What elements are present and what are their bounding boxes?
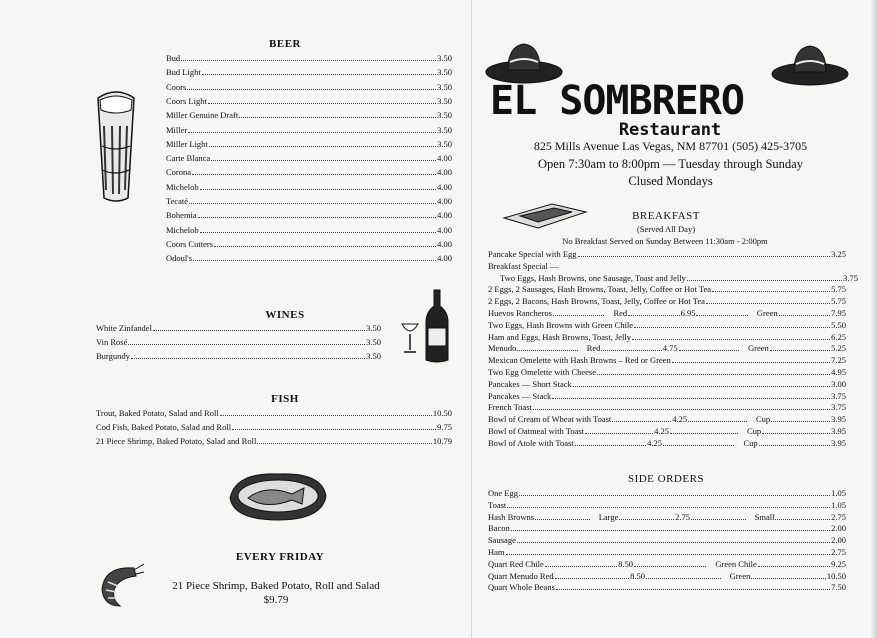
menu-item-name: Quart Menudo Red bbox=[488, 570, 554, 581]
closed-days: Clused Mondays bbox=[628, 174, 713, 188]
dot-leader bbox=[209, 146, 436, 147]
breakfast-plate-icon bbox=[502, 200, 588, 230]
menu-item-price: 2.00 bbox=[831, 523, 846, 534]
side-orders-heading: SIDE ORDERS bbox=[627, 473, 705, 485]
dot-leader bbox=[628, 315, 679, 316]
dot-leader bbox=[555, 578, 630, 579]
menu-item-name: Bohemia bbox=[166, 210, 197, 221]
dot-leader bbox=[188, 132, 436, 133]
option-label: Green bbox=[756, 308, 778, 318]
menu-item-price: 3.75 bbox=[831, 390, 846, 401]
dot-leader bbox=[759, 445, 830, 446]
menu-item-price: 3.50 bbox=[437, 53, 452, 63]
menu-item bbox=[96, 350, 381, 364]
menu-item-price: 5.75 bbox=[831, 296, 846, 307]
menu-item bbox=[166, 95, 452, 109]
menu-item-name: Miller bbox=[166, 124, 188, 135]
dot-leader bbox=[211, 160, 436, 161]
dot-leader bbox=[775, 519, 830, 520]
menu-item-name: Two Eggs, Hash Browns, one Sausage, Toast and Jelly bbox=[500, 272, 686, 283]
menu-item bbox=[166, 152, 452, 166]
dot-leader bbox=[517, 542, 830, 543]
menu-item bbox=[166, 81, 452, 95]
dot-leader bbox=[770, 350, 830, 351]
menu-item-name: Bud bbox=[166, 53, 181, 63]
dot-leader bbox=[257, 443, 432, 444]
option-label: Red bbox=[586, 343, 601, 354]
menu-item-price: 4.00 bbox=[437, 181, 452, 192]
menu-item-name: Tecaté bbox=[166, 196, 189, 206]
menu-item bbox=[166, 124, 452, 138]
dot-leader bbox=[552, 398, 830, 399]
option-price: 4.75 bbox=[662, 343, 678, 354]
dot-leader bbox=[575, 445, 646, 446]
dot-leader bbox=[519, 495, 830, 496]
menu-item-name: White Zinfandel bbox=[96, 323, 152, 333]
restaurant-title: EL SOMBRERO bbox=[490, 78, 744, 124]
menu-item bbox=[166, 166, 452, 180]
dot-leader bbox=[619, 519, 674, 520]
menu-item bbox=[96, 421, 452, 435]
dot-leader bbox=[687, 280, 842, 281]
menu-item-price: 6.25 bbox=[831, 331, 846, 342]
dot-leader bbox=[198, 217, 436, 218]
dot-leader bbox=[208, 103, 436, 104]
menu-item bbox=[96, 322, 381, 336]
menu-item bbox=[166, 252, 452, 266]
dot-leader bbox=[706, 303, 830, 304]
menu-item-price: 3.25 bbox=[831, 249, 846, 259]
dot-leader bbox=[517, 350, 577, 351]
dot-leader bbox=[578, 256, 831, 257]
menu-item bbox=[166, 66, 452, 80]
menu-item-name: 2 Eggs, 2 Sausages, Hash Browns, Toast, Jelly, Coffee or Hot Tea bbox=[488, 284, 712, 295]
option-label: Large bbox=[598, 511, 619, 522]
dot-leader bbox=[691, 519, 746, 520]
dot-leader bbox=[511, 530, 830, 531]
menu-item-name: Hash Browns bbox=[488, 511, 535, 522]
menu-item-name: Burgundy bbox=[96, 351, 130, 361]
dot-leader bbox=[585, 433, 653, 434]
menu-item-price: 3.50 bbox=[437, 138, 452, 149]
dot-leader bbox=[220, 415, 432, 416]
menu-item bbox=[96, 435, 452, 449]
menu-item bbox=[166, 224, 452, 238]
option-label: Green bbox=[748, 343, 769, 354]
menu-item-name: Mexican Omelette with Hash Browns – Red or Green bbox=[488, 355, 671, 366]
dot-leader bbox=[573, 386, 830, 387]
dot-leader bbox=[751, 578, 826, 579]
dot-leader bbox=[200, 232, 437, 233]
menu-item-price: 9.25 bbox=[831, 558, 846, 569]
menu-item-name: Michelob bbox=[166, 181, 199, 192]
menu-item-name: Bowl of Atole with Toast bbox=[488, 437, 574, 448]
friday-price: $9.79 bbox=[263, 594, 289, 606]
menu-item-price: 3.50 bbox=[366, 337, 381, 347]
dot-leader bbox=[187, 89, 436, 90]
fish-plate-icon bbox=[226, 468, 330, 524]
menu-item-name: 21 Piece Shrimp, Baked Potato, Salad and Roll bbox=[96, 436, 257, 446]
dot-leader bbox=[553, 315, 604, 316]
menu-item-price: 4.00 bbox=[437, 167, 452, 178]
friday-heading: EVERY FRIDAY bbox=[235, 551, 325, 563]
menu-item-price: 7.25 bbox=[831, 355, 846, 366]
option-price: 2.75 bbox=[675, 511, 690, 522]
menu-item bbox=[166, 138, 452, 152]
dot-leader bbox=[679, 350, 739, 351]
dot-leader bbox=[601, 350, 661, 351]
wines-heading: WINES bbox=[265, 309, 305, 321]
menu-item-price: 4.00 bbox=[437, 224, 452, 235]
menu-item-name: Quart Red Chile bbox=[488, 558, 544, 569]
dot-leader bbox=[612, 421, 671, 422]
menu-item-name: One Egg bbox=[488, 488, 518, 498]
dot-leader bbox=[153, 330, 365, 331]
breakfast-served: (Served All Day) bbox=[636, 224, 696, 234]
menu-item-price: 7.50 bbox=[831, 582, 846, 593]
dot-leader bbox=[200, 189, 437, 190]
menu-item-name: Bacon bbox=[488, 523, 510, 534]
menu-item-name: Coors Light bbox=[166, 95, 207, 106]
dot-leader bbox=[779, 315, 830, 316]
menu-item-price: 2.75 bbox=[831, 547, 846, 557]
breakfast-heading: BREAKFAST bbox=[632, 210, 700, 222]
dot-leader bbox=[688, 421, 747, 422]
dot-leader bbox=[646, 578, 721, 579]
dot-leader bbox=[535, 519, 590, 520]
dot-leader bbox=[634, 327, 830, 328]
menu-item-price: 9.75 bbox=[437, 422, 452, 432]
dot-leader bbox=[712, 291, 830, 292]
menu-item-price: 4.95 bbox=[831, 367, 846, 377]
menu-item-name: Odoul's bbox=[166, 253, 193, 264]
menu-item-price: 7.95 bbox=[831, 308, 847, 318]
menu-item-price: 2.75 bbox=[831, 511, 846, 522]
menu-item-price: 4.00 bbox=[437, 253, 452, 264]
dot-leader bbox=[128, 344, 365, 345]
menu-item-name: Ham and Eggs, Hash Browns, Toast, Jelly bbox=[488, 331, 632, 342]
menu-item-name: Ham bbox=[488, 547, 505, 557]
menu-item bbox=[96, 407, 452, 421]
menu-item-name: Quart Whole Beans bbox=[488, 582, 555, 593]
dot-leader bbox=[663, 445, 734, 446]
option-label: Cup bbox=[743, 437, 758, 448]
menu-item-price: 3.95 bbox=[831, 437, 846, 448]
option-label: Green Chile bbox=[715, 558, 757, 569]
breakfast-note: No Breakfast Served on Sunday Between 11:30am - 2:00pm bbox=[562, 236, 768, 246]
page-fold bbox=[471, 0, 472, 638]
dot-leader bbox=[181, 60, 436, 61]
dot-leader bbox=[670, 433, 738, 434]
menu-item bbox=[96, 336, 381, 350]
menu-item-price: 1.05 bbox=[831, 499, 846, 510]
menu-item-name: Menudo bbox=[488, 343, 517, 354]
menu-item-name: Two Egg Omelette with Cheese bbox=[488, 367, 596, 377]
menu-item-price: 10.50 bbox=[826, 570, 846, 581]
dot-leader bbox=[597, 374, 830, 375]
dot-leader bbox=[192, 174, 436, 175]
menu-item bbox=[166, 109, 452, 123]
menu-item-name: Bowl of Cream of Wheat with Toast bbox=[488, 414, 612, 425]
beer-heading: BEER bbox=[269, 38, 301, 50]
menu-item-name: French Toast bbox=[488, 402, 532, 413]
menu-item-name: Bowl of Oatmeal with Toast bbox=[488, 426, 585, 436]
menu-item bbox=[488, 437, 846, 451]
menu-item-price: 4.00 bbox=[437, 153, 452, 164]
menu-item-price: 5.50 bbox=[831, 319, 846, 330]
option-price: 4.25 bbox=[647, 437, 663, 448]
menu-item-price: 3.50 bbox=[366, 351, 381, 361]
dot-leader bbox=[507, 507, 830, 508]
menu-item-name: Pancakes — Stack bbox=[488, 390, 552, 401]
menu-item-price: 3.50 bbox=[437, 67, 452, 78]
menu-item-name: Two Eggs, Hash Browns with Green Chile bbox=[488, 319, 634, 330]
beer-glass-icon bbox=[94, 86, 138, 206]
menu-item-name: Toast bbox=[488, 499, 507, 510]
menu-item-price: 3.75 bbox=[843, 272, 858, 283]
menu-item-name: 2 Eggs, 2 Bacons, Hash Browns, Toast, Jelly, Coffee or Hot Tea bbox=[488, 296, 705, 307]
menu-item bbox=[166, 195, 452, 209]
menu-item-name: Pancake Special with Egg bbox=[488, 249, 577, 259]
menu-item-price: 3.00 bbox=[831, 378, 846, 389]
menu-item-name: Michelob bbox=[166, 224, 199, 235]
menu-item-price: 3.50 bbox=[366, 323, 381, 333]
option-label: Green bbox=[729, 570, 751, 581]
shrimp-icon bbox=[94, 560, 146, 612]
menu-item-price: 10.79 bbox=[432, 436, 452, 446]
menu-item-price: 3.50 bbox=[437, 95, 452, 106]
page-edge-shadow bbox=[870, 0, 878, 638]
menu-item-price: 4.00 bbox=[437, 196, 452, 206]
menu-item-name: Corona bbox=[166, 167, 192, 178]
menu-item-name: Coors Cutters bbox=[166, 238, 213, 249]
menu-item-name: Breakfast Special — bbox=[488, 260, 559, 271]
menu-item-name: Vin Rosé bbox=[96, 337, 128, 347]
menu-item-price: 3.95 bbox=[831, 426, 847, 436]
menu-item-name: Trout, Baked Potato, Salad and Roll bbox=[96, 408, 219, 418]
menu-item-price: 3.50 bbox=[437, 124, 452, 135]
dot-leader bbox=[189, 203, 436, 204]
dot-leader bbox=[634, 566, 706, 567]
menu-item-price: 10.50 bbox=[432, 408, 452, 418]
dot-leader bbox=[556, 589, 830, 590]
dot-leader bbox=[771, 421, 830, 422]
dot-leader bbox=[632, 339, 830, 340]
dot-leader bbox=[239, 117, 436, 118]
menu-item-price: 2.00 bbox=[831, 535, 846, 546]
menu-item bbox=[166, 52, 452, 66]
menu-item bbox=[166, 209, 452, 223]
dot-leader bbox=[202, 74, 436, 75]
menu-item bbox=[488, 581, 846, 595]
menu-item-price: 5.25 bbox=[831, 343, 846, 354]
option-label: Cup bbox=[746, 426, 762, 436]
dot-leader bbox=[696, 315, 747, 316]
menu-item-price: 5.75 bbox=[831, 284, 846, 295]
dot-leader bbox=[214, 246, 436, 247]
hours: Open 7:30am to 8:00pm — Tuesday through Sunday bbox=[538, 157, 803, 171]
menu-item-price: 4.00 bbox=[437, 238, 452, 249]
dot-leader bbox=[758, 566, 830, 567]
menu-item-name: Cod Fish, Baked Potato, Salad and Roll bbox=[96, 422, 232, 432]
menu-item-price: 3.50 bbox=[437, 110, 452, 121]
option-label: Cup bbox=[756, 414, 771, 425]
option-price: 8.50 bbox=[618, 558, 633, 569]
menu-item-name: Miller Genuine Draft bbox=[166, 110, 239, 121]
address: 825 Mills Avenue Las Vegas, NM 87701 (505) 425-3705 bbox=[533, 139, 808, 153]
menu-item-name: Miller Light bbox=[166, 138, 208, 149]
option-price: 4.25 bbox=[654, 426, 669, 436]
menu-item bbox=[166, 181, 452, 195]
menu-item-name: Sausage bbox=[488, 535, 516, 546]
dot-leader bbox=[762, 433, 830, 434]
restaurant-subtitle: Restaurant bbox=[618, 120, 722, 140]
dot-leader bbox=[545, 566, 617, 567]
dot-leader bbox=[672, 362, 830, 363]
fish-heading: FISH bbox=[271, 393, 299, 405]
option-price: 6.95 bbox=[680, 308, 696, 318]
menu-item-name: Huevos Rancheros bbox=[488, 308, 552, 318]
option-price: 4.25 bbox=[672, 414, 688, 425]
menu-item-price: 3.50 bbox=[437, 81, 452, 92]
menu-item bbox=[166, 238, 452, 252]
menu-item-name: Bud Light bbox=[166, 67, 201, 78]
friday-special: 21 Piece Shrimp, Baked Potato, Roll and Salad bbox=[172, 580, 380, 592]
menu-item-name: Coors bbox=[166, 81, 187, 92]
menu-item-price: 4.00 bbox=[437, 210, 452, 221]
dot-leader bbox=[131, 358, 365, 359]
dot-leader bbox=[533, 409, 830, 410]
menu-item-price: 3.95 bbox=[831, 414, 846, 425]
option-label: Small bbox=[754, 511, 775, 522]
dot-leader bbox=[193, 260, 436, 261]
menu-item-name: Carte Blanca bbox=[166, 153, 211, 164]
wine-bottle-icon bbox=[398, 288, 452, 364]
option-label: Red bbox=[613, 308, 628, 318]
option-price: 8.50 bbox=[630, 570, 646, 581]
menu-item-name: Pancakes — Short Stack bbox=[488, 378, 572, 389]
menu-item-price: 3.75 bbox=[831, 402, 846, 413]
dot-leader bbox=[506, 554, 831, 555]
menu-item-price: 1.05 bbox=[831, 488, 846, 498]
dot-leader bbox=[232, 429, 436, 430]
